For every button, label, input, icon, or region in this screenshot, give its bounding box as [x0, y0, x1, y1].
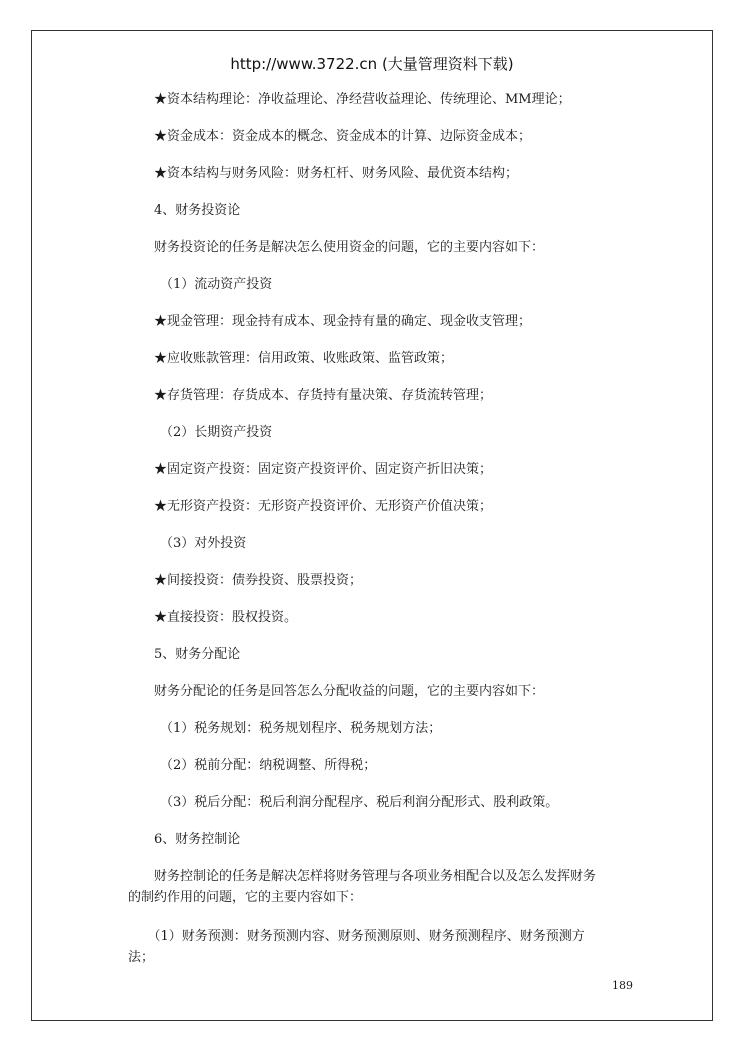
text-line: 财务分配论的任务是回答怎么分配收益的问题，它的主要内容如下：: [154, 684, 545, 699]
subsection-heading: （1）流动资产投资: [160, 277, 273, 292]
text-line: ★存货管理：存货成本、存货持有量决策、存货流转管理；: [154, 388, 493, 403]
text-line: （2）税前分配：纳税调整、所得税；: [160, 758, 377, 773]
text-line: ★直接投资：股权投资。: [154, 610, 298, 625]
text-line: ★现金管理：现金持有成本、现金持有量的确定、现金收支管理；: [154, 314, 532, 329]
section-heading: 6、财务控制论: [154, 832, 241, 847]
text-line: ★固定资产投资：固定资产投资评价、固定资产折旧决策；: [154, 462, 493, 477]
page-number: 189: [612, 979, 633, 992]
section-heading: 5、财务分配论: [154, 647, 241, 662]
document-body: [154, 91, 634, 868]
paragraph: 财务控制论的任务是解决怎样将财务管理与各项业务相配合以及怎么发挥财务的制约作用的问题，它的主要内容如下：: [128, 869, 597, 905]
text-line: ★资本结构理论：净收益理论、净经营收益理论、传统理论、MM理论；: [154, 92, 571, 107]
text-line: ★无形资产投资：无形资产投资评价、无形资产价值决策；: [154, 499, 493, 514]
text-line: （1）税务规划：税务规划程序、税务规划方法；: [160, 721, 442, 736]
text-line: ★间接投资：债券投资、股票投资；: [154, 573, 363, 588]
subsection-heading: （3）对外投资: [160, 536, 247, 551]
page-header-url: http://www.3722.cn (大量管理资料下载): [230, 55, 514, 73]
text-line: ★应收账款管理：信用政策、收账政策、监管政策；: [154, 351, 454, 366]
paragraph: （1）财务预测：财务预测内容、财务预测原则、财务预测程序、财务预测方法；: [128, 929, 585, 965]
section-heading: 4、财务投资论: [154, 203, 241, 218]
text-line: ★资金成本：资金成本的概念、资金成本的计算、边际资金成本；: [154, 129, 532, 144]
text-line: 财务投资论的任务是解决怎么使用资金的问题，它的主要内容如下：: [154, 240, 545, 255]
text-line: ★资本结构与财务风险：财务杠杆、财务风险、最优资本结构；: [154, 166, 519, 181]
text-line: （3）税后分配：税后利润分配程序、税后利润分配形式、股利政策。: [160, 795, 559, 810]
subsection-heading: （2）长期资产投资: [160, 425, 273, 440]
